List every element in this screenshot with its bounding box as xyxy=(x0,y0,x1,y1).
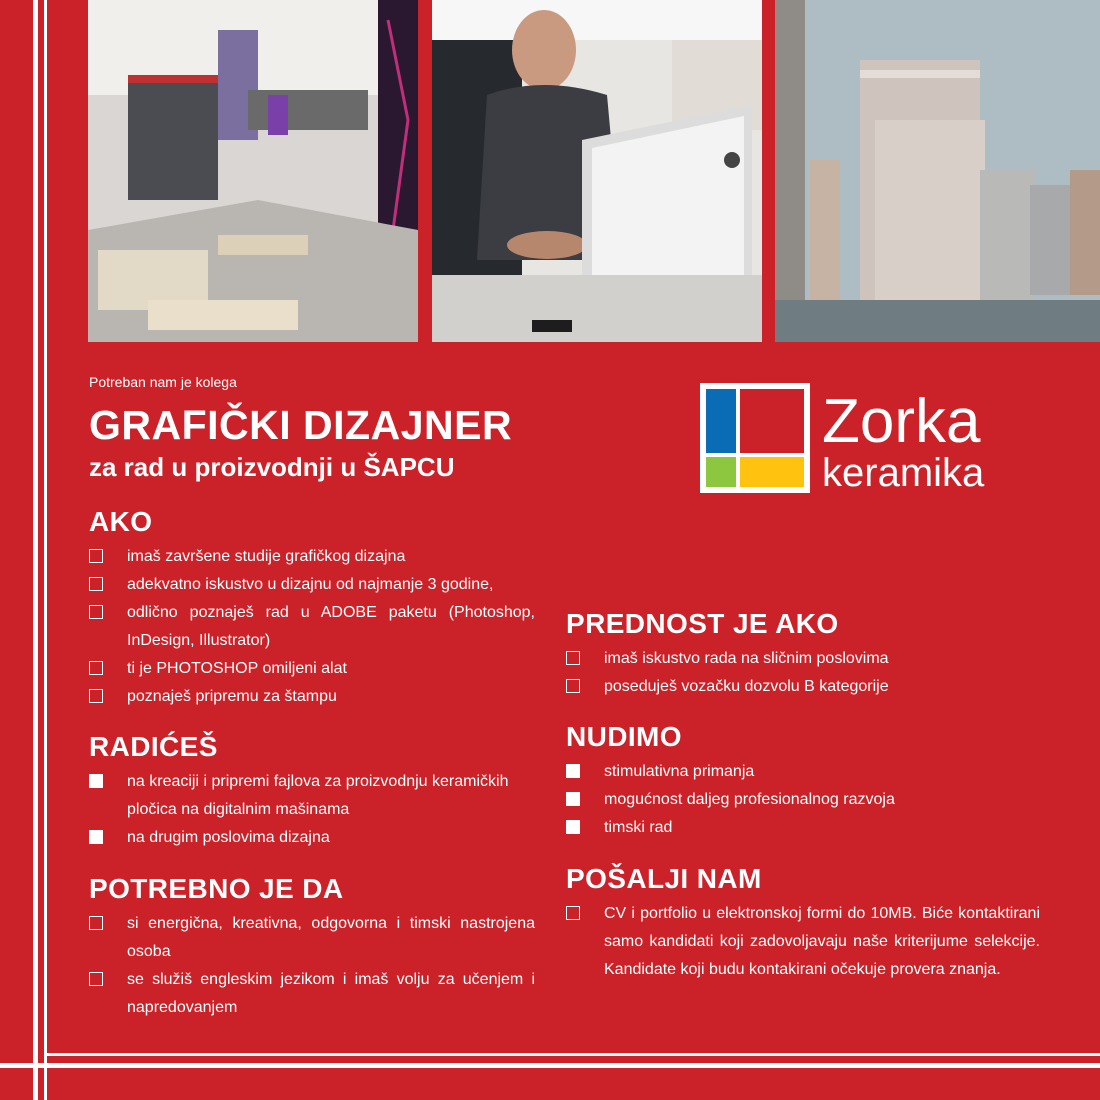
checkbox-icon xyxy=(89,549,103,563)
checkbox-icon xyxy=(89,605,103,619)
page-subtitle: za rad u proizvodnji u ŠAPCU xyxy=(89,452,455,482)
list-item: adekvatno iskustvo u dizajnu od najmanje 3 godine, xyxy=(89,571,535,599)
list-item: ti je PHOTOSHOP omiljeni alat xyxy=(89,655,535,683)
list-item: stimulativna primanja xyxy=(566,758,1040,786)
checkbox-filled-icon xyxy=(566,820,580,834)
checkbox-filled-icon xyxy=(566,792,580,806)
section-potrebno-heading: POTREBNO JE DA xyxy=(89,873,344,904)
list-item: se služiš engleskim jezikom i imaš volju za učenjem i napredovanjem xyxy=(89,966,535,1022)
list-item: si energična, kreativna, odgovorna i timski nastrojena osoba xyxy=(89,910,535,966)
section-ako-heading: AKO xyxy=(89,506,153,537)
list-item: poznaješ pripremu za štampu xyxy=(89,683,535,711)
list-item: imaš završene studije grafičkog dizajna xyxy=(89,543,535,571)
section-posalji xyxy=(566,862,1040,984)
checkbox-icon xyxy=(89,916,103,930)
page-title: GRAFIČKI DIZAJNER xyxy=(89,402,513,448)
section-nudimo-heading: NUDIMO xyxy=(566,721,682,752)
header-kicker: Potreban nam je kolega xyxy=(89,374,237,390)
list-item: timski rad xyxy=(566,814,1040,842)
logo-brand: Zorka xyxy=(822,387,981,456)
zorka-logo-icon xyxy=(700,383,810,493)
checkbox-icon xyxy=(566,906,580,920)
checkbox-icon xyxy=(566,679,580,693)
checkbox-icon xyxy=(89,577,103,591)
list-item: mogućnost daljeg profesionalnog razvoja xyxy=(566,786,1040,814)
frame-line-bottom-inner xyxy=(44,1053,1100,1056)
checkbox-icon xyxy=(89,689,103,703)
section-radices xyxy=(89,730,535,852)
checkbox-filled-icon xyxy=(89,830,103,844)
list-item: CV i portfolio u elektronskoj formi do 10MB. Biće kontaktirani samo kandidati koji zadovoljavaju naše kriterijume selekcije. Kandidate koji budu kontakirani očekuje provera znanja. xyxy=(566,900,1040,984)
section-prednost-heading: PREDNOST JE AKO xyxy=(566,608,839,639)
section-posalji-heading: POŠALJI NAM xyxy=(566,863,762,894)
designer-at-computer-photo xyxy=(432,0,762,342)
checkbox-icon xyxy=(89,661,103,675)
checkbox-filled-icon xyxy=(566,764,580,778)
frame-line-left-inner xyxy=(44,0,47,1100)
logo-subtitle: keramika xyxy=(822,451,985,495)
section-ako xyxy=(89,505,535,711)
checkbox-icon xyxy=(566,651,580,665)
section-potrebno xyxy=(89,872,535,1022)
ceramic-tiles-photo xyxy=(775,0,1100,342)
checkbox-icon xyxy=(89,972,103,986)
frame-line-left-outer xyxy=(33,0,38,1100)
list-item: imaš iskustvo rada na sličnim poslovima xyxy=(566,645,1040,673)
frame-line-bottom-outer xyxy=(0,1063,1100,1068)
section-prednost xyxy=(566,607,1040,701)
section-radices-heading: RADIĆEŠ xyxy=(89,731,218,762)
checkbox-filled-icon xyxy=(89,774,103,788)
office-interior-photo xyxy=(88,0,418,342)
list-item: odlično poznaješ rad u ADOBE paketu (Photoshop, InDesign, Illustrator) xyxy=(89,599,535,655)
section-nudimo xyxy=(566,720,1040,842)
list-item: na drugim poslovima dizajna xyxy=(89,824,535,852)
list-item: poseduješ vozačku dozvolu B kategorije xyxy=(566,673,1040,701)
list-item: na kreaciji i pripremi fajlova za proizvodnju keramičkih pločica na digitalnim mašinama xyxy=(89,768,535,824)
